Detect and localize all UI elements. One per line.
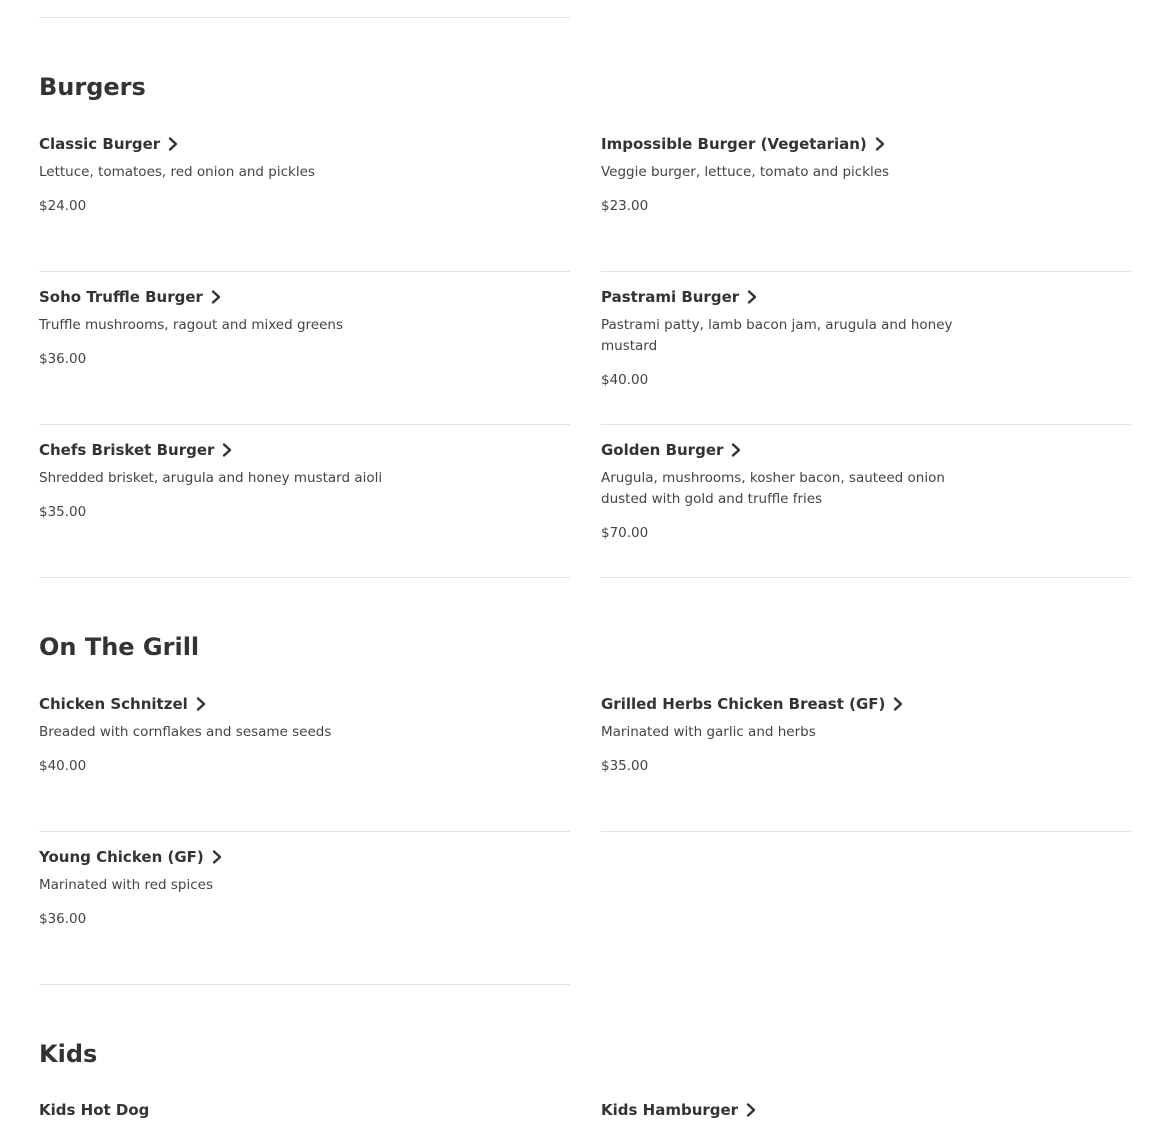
- item-description: Arugula, mushrooms, kosher bacon, sauteed onion dusted with gold and truffle fries: [601, 470, 945, 507]
- section-title-kids: Kids: [39, 1040, 98, 1068]
- chevron-right-icon: [195, 696, 207, 712]
- divider: [39, 424, 570, 425]
- item-title: [39, 287, 459, 307]
- menu-item-pastrami-burger[interactable]: [601, 287, 1021, 389]
- chevron-right-icon: [745, 1102, 757, 1118]
- chevron-right-icon: [892, 696, 904, 712]
- chevron-right-icon: [874, 136, 886, 152]
- item-price: $23.00: [601, 198, 649, 214]
- menu-item-kids-hamburger[interactable]: [601, 1100, 1021, 1120]
- item-description: Marinated with garlic and herbs: [601, 724, 816, 740]
- chevron-right-icon: [211, 849, 223, 865]
- divider: [601, 271, 1131, 272]
- item-title: [39, 847, 459, 867]
- item-name: Chefs Brisket Burger: [39, 441, 215, 459]
- divider: [39, 984, 570, 985]
- item-title: [601, 694, 1021, 714]
- chevron-right-icon: [730, 442, 742, 458]
- chevron-right-icon: [746, 289, 758, 305]
- item-name: Chicken Schnitzel: [39, 695, 188, 713]
- item-title: [601, 440, 1021, 460]
- divider: [601, 577, 1131, 578]
- chevron-right-icon: [167, 136, 179, 152]
- item-name: Classic Burger: [39, 135, 161, 153]
- item-description: Shredded brisket, arugula and honey mustard aioli: [39, 470, 383, 486]
- item-price: $35.00: [601, 758, 649, 774]
- menu-item-soho-truffle-burger[interactable]: [39, 287, 459, 368]
- item-name: Pastrami Burger: [601, 288, 740, 306]
- item-title: [601, 1100, 1021, 1120]
- item-description: Pastrami patty, lamb bacon jam, arugula and honey mustard: [601, 317, 953, 354]
- item-price: $24.00: [39, 198, 87, 214]
- menu-item-grilled-herbs-chicken-breast[interactable]: [601, 694, 1021, 775]
- section-title-burgers: Burgers: [39, 73, 146, 101]
- item-name: Young Chicken (GF): [39, 848, 204, 866]
- item-title: [39, 694, 459, 714]
- item-title: [39, 1100, 459, 1120]
- item-title: [39, 440, 459, 460]
- item-name: Soho Truffle Burger: [39, 288, 203, 306]
- menu-item-classic-burger[interactable]: [39, 134, 459, 215]
- item-description: Veggie burger, lettuce, tomato and pickles: [601, 164, 890, 180]
- chevron-right-icon: [210, 289, 222, 305]
- item-price: $40.00: [39, 758, 87, 774]
- divider: [601, 424, 1131, 425]
- item-name: Kids Hamburger: [601, 1101, 739, 1119]
- divider: [39, 17, 570, 18]
- item-price: $40.00: [601, 372, 649, 388]
- item-name: Kids Hot Dog: [39, 1101, 150, 1119]
- divider: [39, 577, 570, 578]
- item-description: Lettuce, tomatoes, red onion and pickles: [39, 164, 315, 180]
- menu-item-kids-hot-dog[interactable]: [39, 1100, 459, 1120]
- item-name: Impossible Burger (Vegetarian): [601, 135, 867, 153]
- chevron-right-icon: [221, 442, 233, 458]
- item-description: Truffle mushrooms, ragout and mixed greens: [39, 317, 344, 333]
- divider: [601, 831, 1131, 832]
- item-price: $35.00: [39, 504, 87, 520]
- menu-item-young-chicken[interactable]: [39, 847, 459, 928]
- item-name: Grilled Herbs Chicken Breast (GF): [601, 695, 886, 713]
- item-price: $36.00: [39, 911, 87, 927]
- divider: [39, 831, 570, 832]
- menu-item-chicken-schnitzel[interactable]: [39, 694, 459, 775]
- item-price: $70.00: [601, 525, 649, 541]
- item-title: [39, 134, 459, 154]
- item-price: $36.00: [39, 351, 87, 367]
- item-title: [601, 287, 1021, 307]
- menu-item-chefs-brisket-burger[interactable]: [39, 440, 459, 521]
- divider: [39, 271, 570, 272]
- item-description: Marinated with red spices: [39, 877, 213, 893]
- item-description: Breaded with cornflakes and sesame seeds: [39, 724, 332, 740]
- menu-item-golden-burger[interactable]: [601, 440, 1021, 542]
- menu-item-impossible-burger[interactable]: [601, 134, 1021, 215]
- item-name: Golden Burger: [601, 441, 724, 459]
- item-title: [601, 134, 1021, 154]
- section-title-on-the-grill: On The Grill: [39, 633, 200, 661]
